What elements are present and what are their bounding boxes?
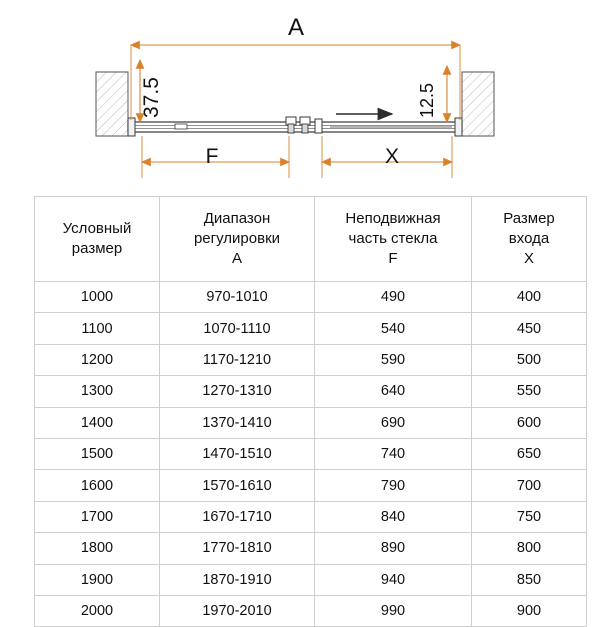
cell-size: 1400 — [35, 407, 160, 438]
cell-range: 1370-1410 — [160, 407, 315, 438]
cell-range: 1270-1310 — [160, 376, 315, 407]
cell-range: 1770-1810 — [160, 533, 315, 564]
wall-right-block — [462, 72, 494, 136]
table-row — [35, 501, 587, 532]
cell-size: 1100 — [35, 313, 160, 344]
glass-assembly — [128, 117, 462, 136]
header-entrance — [472, 197, 587, 282]
cell-size: 1600 — [35, 470, 160, 501]
header-range — [160, 197, 315, 282]
cell-size: 1000 — [35, 282, 160, 313]
cell-range: 1570-1610 — [160, 470, 315, 501]
cell-range: 1070-1110 — [160, 313, 315, 344]
cell-size: 1900 — [35, 564, 160, 595]
table-row — [35, 595, 587, 626]
header-fixed-line1: Неподвижная — [345, 209, 441, 227]
label-left-dim: 37.5 — [140, 77, 163, 118]
header-entrance-line1: Размер — [503, 209, 555, 227]
label-entrance: X — [384, 145, 400, 168]
table-row — [35, 344, 587, 375]
label-overall-width: A — [287, 14, 305, 41]
table-row — [35, 376, 587, 407]
cell-entrance: 400 — [472, 282, 587, 313]
wall-left-block — [96, 72, 128, 136]
table-header-row — [35, 197, 587, 282]
cell-entrance: 650 — [472, 438, 587, 469]
dimension-A — [131, 45, 460, 120]
cell-fixed-glass: 790 — [315, 470, 472, 501]
cell-fixed-glass: 590 — [315, 344, 472, 375]
table-row — [35, 438, 587, 469]
cell-size: 1700 — [35, 501, 160, 532]
cell-fixed-glass: 890 — [315, 533, 472, 564]
table-row — [35, 282, 587, 313]
label-right-dim: 12.5 — [417, 82, 437, 118]
cell-entrance: 600 — [472, 407, 587, 438]
cell-entrance: 700 — [472, 470, 587, 501]
cell-range: 1170-1210 — [160, 344, 315, 375]
cell-entrance: 750 — [472, 501, 587, 532]
header-range-line1: Диапазон — [203, 209, 271, 227]
header-fixed-glass — [315, 197, 472, 282]
cell-fixed-glass: 540 — [315, 313, 472, 344]
cell-size: 1300 — [35, 376, 160, 407]
cell-fixed-glass: 990 — [315, 595, 472, 626]
technical-drawing — [0, 0, 600, 190]
cell-entrance: 850 — [472, 564, 587, 595]
cell-entrance: 900 — [472, 595, 587, 626]
cell-size: 2000 — [35, 595, 160, 626]
cell-fixed-glass: 640 — [315, 376, 472, 407]
cell-size: 1200 — [35, 344, 160, 375]
cell-range: 1670-1710 — [160, 501, 315, 532]
cell-entrance: 500 — [472, 344, 587, 375]
table-row — [35, 313, 587, 344]
header-size-line1: Условный — [62, 219, 132, 237]
cell-fixed-glass: 940 — [315, 564, 472, 595]
table-row — [35, 470, 587, 501]
cell-size: 1500 — [35, 438, 160, 469]
header-size-line2: размер — [71, 240, 123, 257]
header-fixed-line2: часть стекла — [348, 229, 438, 247]
cell-fixed-glass: 690 — [315, 407, 472, 438]
cell-range: 970-1010 — [160, 282, 315, 313]
header-fixed-line3: F — [388, 250, 398, 268]
header-entrance-line3: X — [523, 250, 534, 268]
cell-range: 1970-2010 — [160, 595, 315, 626]
table-row — [35, 564, 587, 595]
header-entrance-line2: входа — [508, 229, 550, 247]
cell-size: 1800 — [35, 533, 160, 564]
cell-fixed-glass: 490 — [315, 282, 472, 313]
table-row — [35, 533, 587, 564]
header-range-line2: регулировки — [193, 229, 281, 247]
header-range-line3: A — [231, 250, 242, 268]
cell-entrance: 450 — [472, 313, 587, 344]
cell-entrance: 800 — [472, 533, 587, 564]
table-row — [35, 407, 587, 438]
cell-range: 1870-1910 — [160, 564, 315, 595]
label-fixed-part: F — [205, 145, 219, 168]
cell-entrance: 550 — [472, 376, 587, 407]
cell-fixed-glass: 740 — [315, 438, 472, 469]
specification-table — [34, 196, 587, 627]
header-size — [35, 197, 160, 282]
cell-range: 1470-1510 — [160, 438, 315, 469]
cell-fixed-glass: 840 — [315, 501, 472, 532]
